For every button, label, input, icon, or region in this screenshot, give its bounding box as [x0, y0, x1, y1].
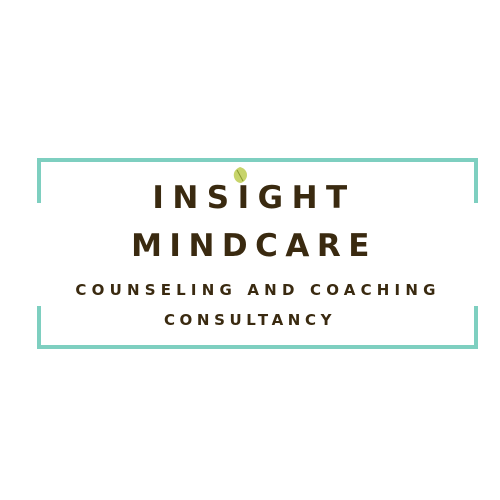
frame-bottom-border [37, 345, 478, 349]
brand-title-line-1: INSIGHT [152, 180, 356, 216]
tagline-line-1: COUNSELING AND COACHING [75, 281, 441, 299]
tagline-line-2: CONSULTANCY [163, 311, 337, 329]
brand-title-line-2: MINDCARE [131, 228, 377, 264]
frame-top-border [37, 158, 478, 162]
